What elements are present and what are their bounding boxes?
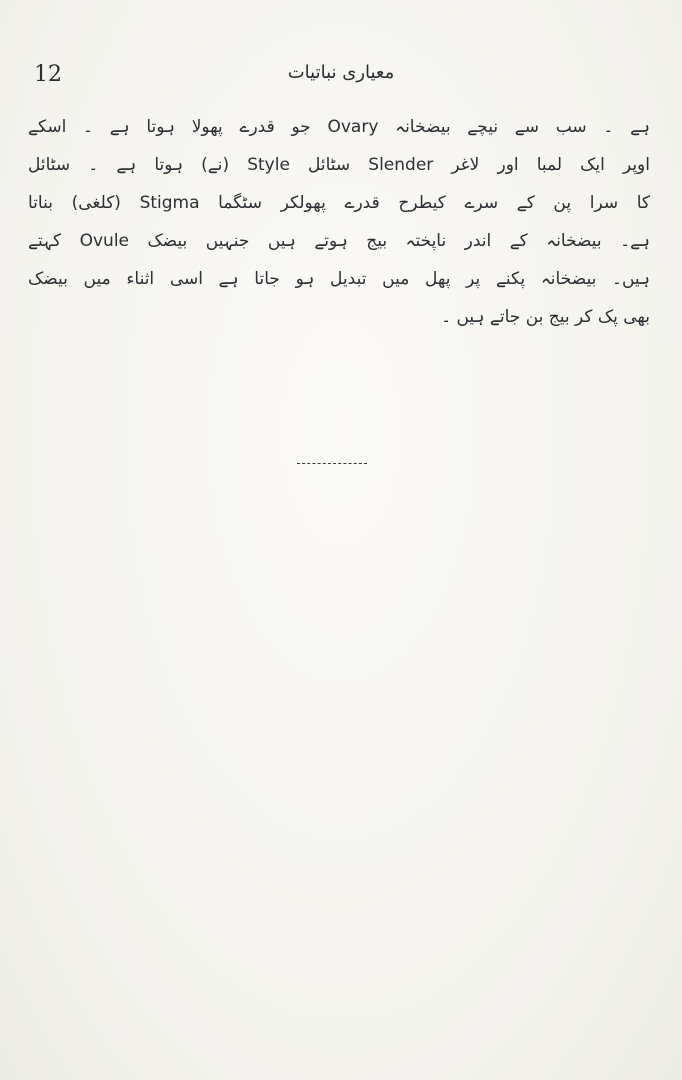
text-line: ہے ۔ سب سے نیچے بیضخانہ Ovary جو قدرے پھولا ہوتا ہے ۔ اسکے xyxy=(28,117,650,137)
section-separator xyxy=(297,463,367,464)
text-line: کا سرا پن کے سرے کیطرح قدرے پھولکر سٹگما Stigma (کلغی) بناتا xyxy=(28,193,650,213)
text-line: اوپر ایک لمبا اور لاغر Slender سٹائل Style (نے) ہوتا ہے ۔ سٹائل xyxy=(28,155,650,175)
text-line: ہیں۔ بیضخانہ پکنے پر پھل میں تبدیل ہو جاتا ہے اسی اثناء میں بیضک xyxy=(28,269,650,289)
page-number: 12 xyxy=(34,62,62,87)
running-title: معیاری نباتیات xyxy=(287,62,395,83)
text-line: ہے۔ بیضخانہ کے اندر ناپختہ بیج ہوتے ہیں جنہیں بیضک Ovule کہتے xyxy=(28,231,650,251)
body-text xyxy=(28,108,650,336)
text-line: بھی پک کر بیج بن جاتے ہیں ۔ xyxy=(441,307,650,327)
